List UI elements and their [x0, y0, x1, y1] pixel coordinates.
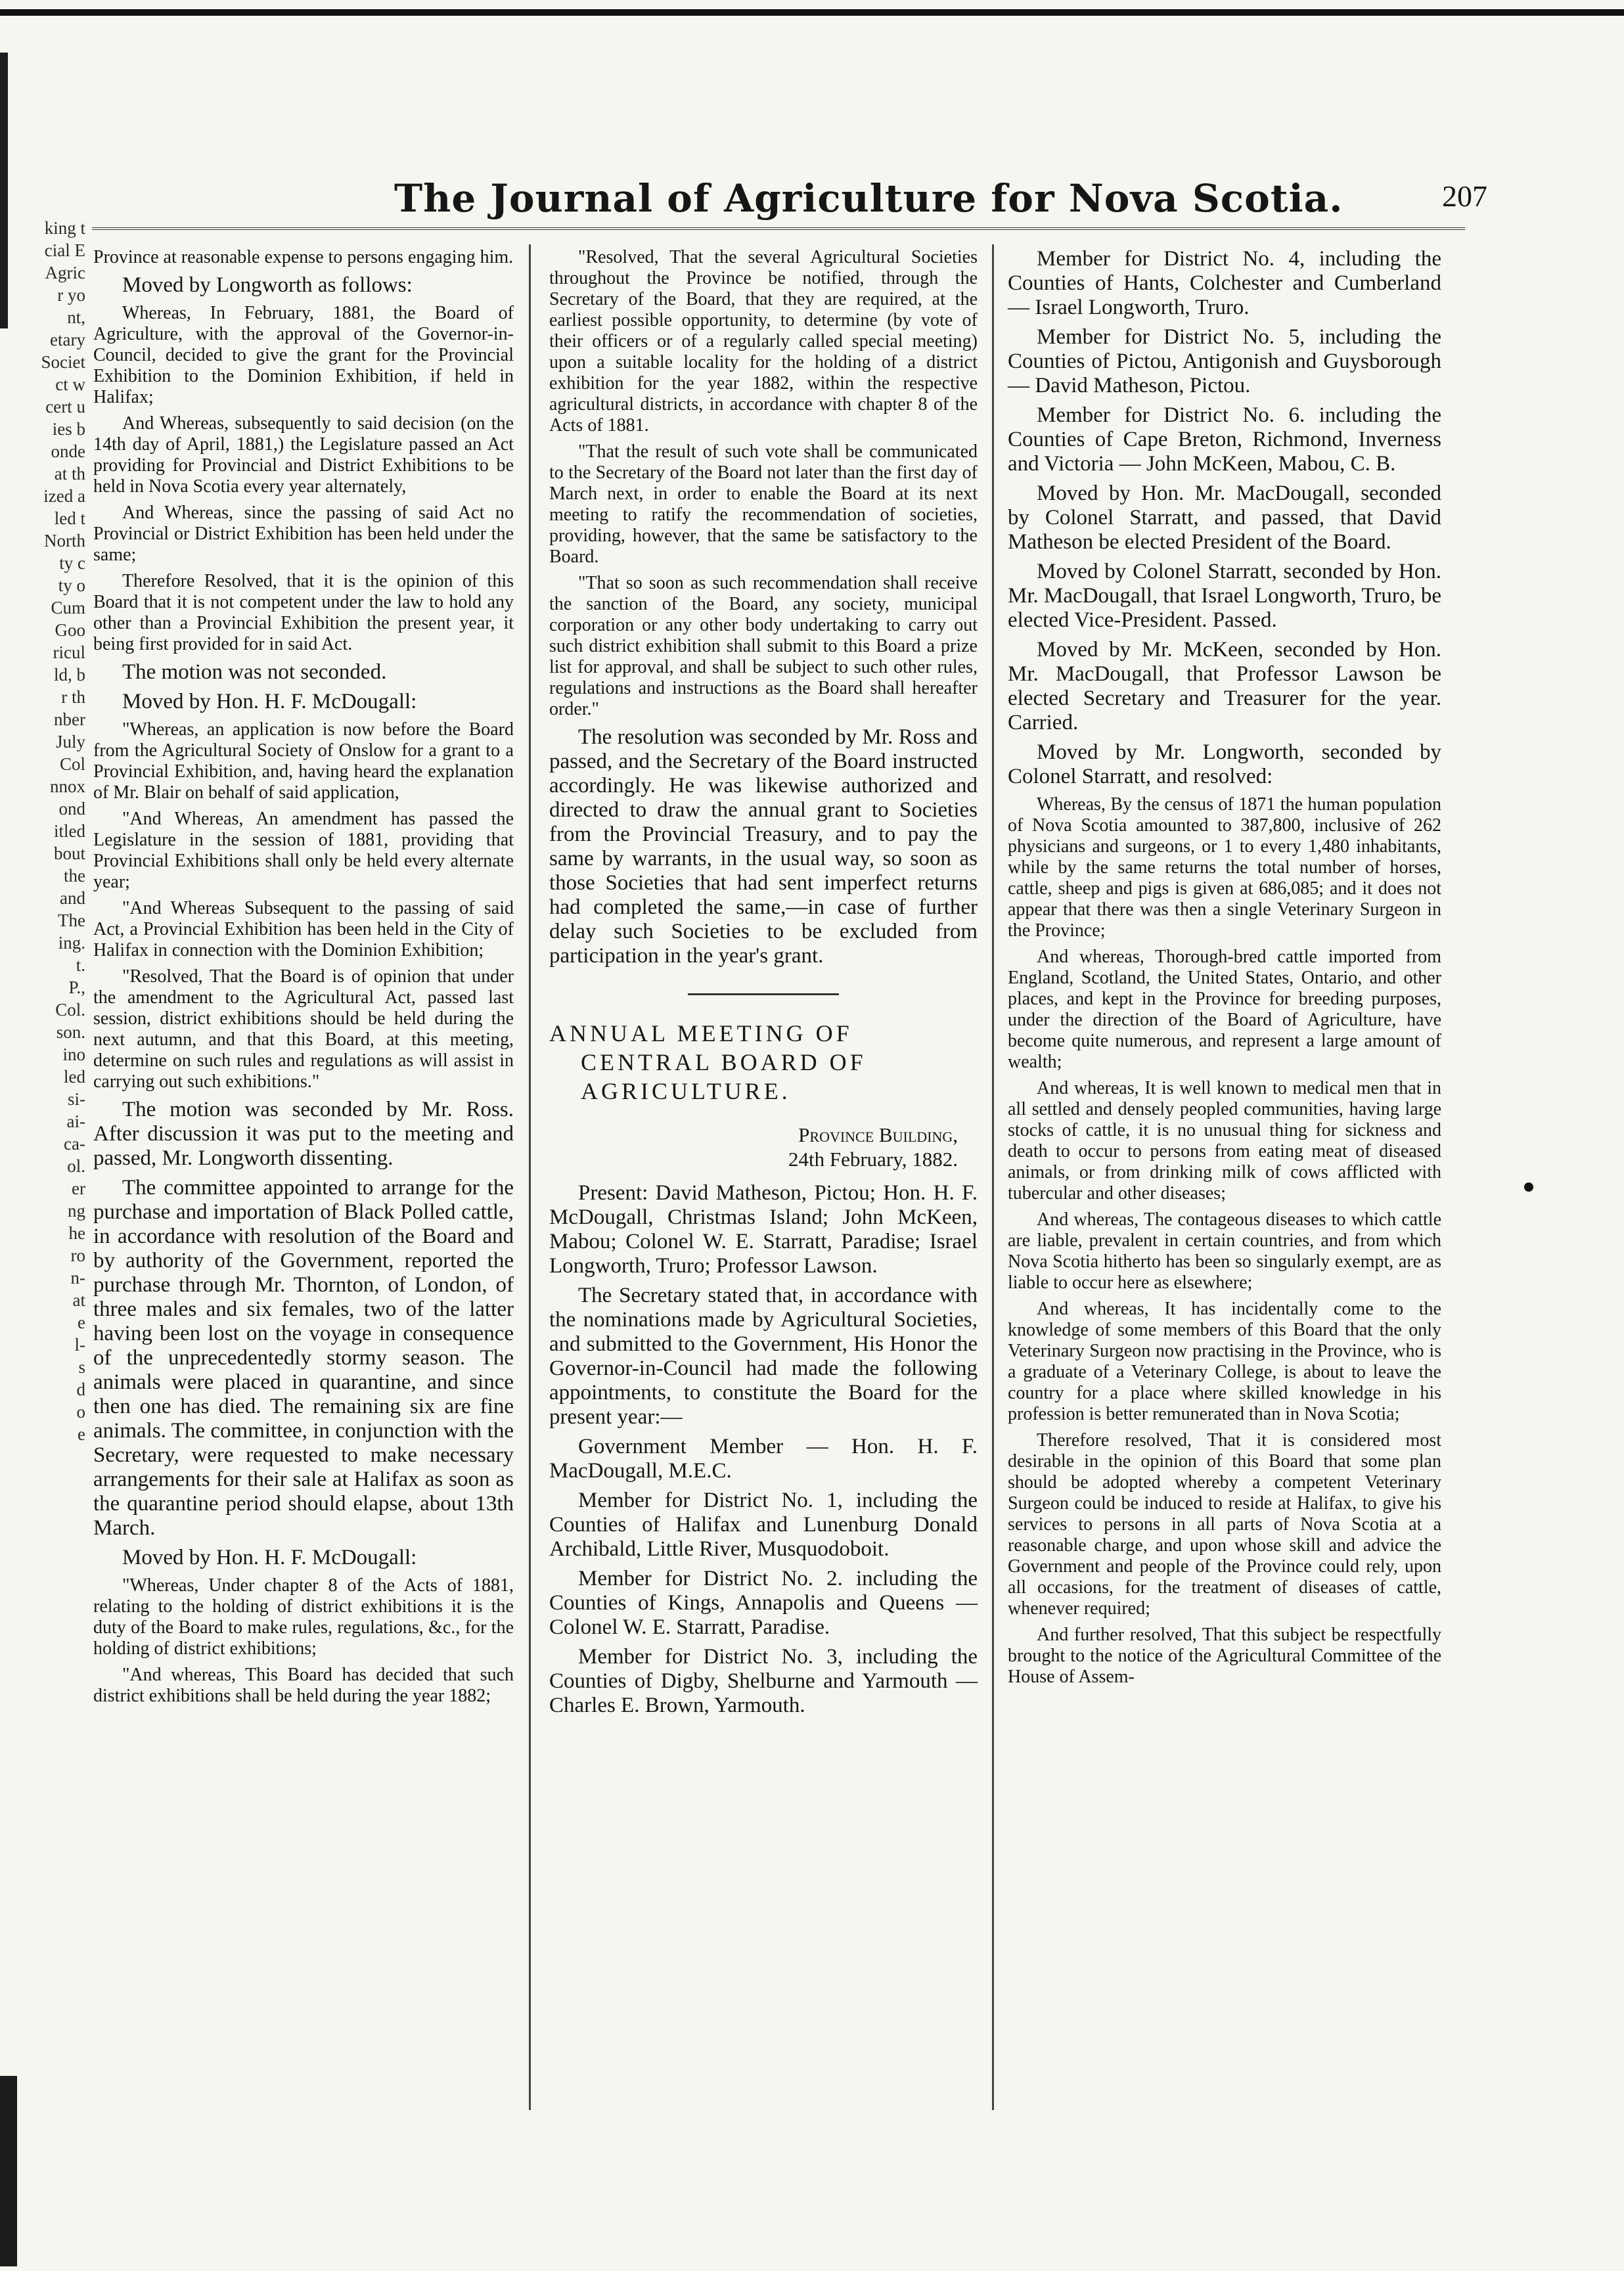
margin-fragment: o	[76, 1402, 85, 1422]
margin-fragment: ty o	[58, 575, 85, 595]
paragraph: And further resolved, That this subject be respectfully brought to the notice of the Agricultural Committee of the House of Assem-	[1008, 1625, 1441, 1687]
top-border-rule	[0, 9, 1624, 16]
margin-fragment: ol.	[67, 1156, 85, 1176]
paragraph: "Whereas, an application is now before the Board from the Agricultural Society of Onslow for a grant to a Provincial Exhibition, and, having heard the explanation of Mr. Blair on behalf of said application,	[93, 719, 514, 803]
ink-speck	[1524, 1182, 1533, 1192]
margin-fragment: P.,	[68, 978, 85, 997]
margin-fragment: r yo	[57, 285, 85, 305]
margin-fragment: ing.	[58, 933, 85, 953]
margin-fragment: Col.	[55, 1000, 85, 1020]
adjacent-page-text-fragments	[0, 217, 85, 1445]
margin-fragment: r th	[61, 687, 85, 707]
margin-fragment: July	[55, 732, 85, 752]
paragraph: Member for District No. 1, including the Counties of Halifax and Lunenburg Donald Archibald, Little River, Musquodoboit.	[549, 1489, 978, 1561]
margin-fragment: the	[64, 866, 85, 886]
margin-fragment: led t	[54, 508, 85, 528]
text-column-2	[549, 247, 978, 1723]
paragraph: "And Whereas Subsequent to the passing of said Act, a Provincial Exhibition has been held in the City of Halifax in connection with the Dominion Exhibition;	[93, 898, 514, 960]
margin-fragment: he	[68, 1223, 85, 1243]
margin-fragment: ld, b	[53, 665, 85, 685]
paragraph: Moved by Hon. H. F. McDougall:	[122, 1546, 417, 1569]
margin-fragment: ct w	[55, 374, 85, 394]
paragraph: Member for District No. 4, including the Counties of Hants, Colchester and Cumberland — Israel Longworth, Truro.	[1008, 247, 1441, 319]
paragraph: Therefore Resolved, that it is the opinion of this Board that it is not competent under the law to hold any other than a Provincial Exhibition the present year, it being first provided for in said Act.	[93, 571, 514, 654]
margin-fragment: king t	[44, 218, 85, 238]
margin-fragment: ca-	[64, 1134, 85, 1154]
margin-fragment: nt,	[67, 307, 85, 327]
text-column-1	[93, 247, 514, 1712]
meeting-date: 24th February, 1882.	[788, 1147, 958, 1171]
margin-fragment: itled	[54, 821, 85, 841]
margin-fragment: ies b	[52, 419, 85, 439]
meeting-place: Province Building,	[798, 1123, 958, 1146]
margin-fragment: at th	[54, 464, 85, 483]
paragraph: Moved by Colonel Starratt, seconded by Hon. Mr. MacDougall, that Israel Longworth, Truro, be elected Vice-President. Passed.	[1008, 560, 1441, 632]
paragraph: The resolution was seconded by Mr. Ross and passed, and the Secretary of the Board instructed accordingly. He was likewise authorized and directed to draw the annual grant to Societies from the Provincial Treasury, and to pay the same by warrants, in the usual way, so soon as those Societies that had sent imperfect returns had completed the same,—in case of further delay such Societies to be excluded from participation in the year's grant.	[549, 725, 978, 968]
margin-fragment: ng	[68, 1201, 85, 1221]
margin-fragment: Col	[59, 754, 85, 774]
margin-fragment: ized a	[43, 486, 85, 506]
margin-fragment: si-	[68, 1089, 85, 1109]
margin-fragment: led	[64, 1067, 85, 1087]
paragraph: Government Member — Hon. H. F. MacDougall, M.E.C.	[549, 1435, 978, 1483]
margin-fragment: onde	[51, 441, 85, 461]
paragraph: Member for District No. 5, including the Counties of Pictou, Antigonish and Guysborough — David Matheson, Pictou.	[1008, 325, 1441, 397]
paragraph: The committee appointed to arrange for the purchase and importation of Black Polled cattle, in accordance with resolution of the Board and by authority of the Government, reported the purchase through Mr. Thornton, of London, of three males and six females, two of the latter having been lost on the voyage in consequence of the unprecedentedly stormy season. The animals were placed in quarantine, and since then one has died. The remaining six are fine animals. The committee, in conjunction with the Secretary, were requested to make necessary arrangements for their sale at Halifax as soon as the quarantine period should elapse, about 13th March.	[93, 1176, 514, 1540]
margin-fragment: ro	[70, 1246, 85, 1265]
paragraph: Moved by Longworth as follows:	[122, 273, 413, 297]
paragraph: Moved by Hon. Mr. MacDougall, seconded by Colonel Starratt, and passed, that David Matheson be elected President of the Board.	[1008, 482, 1441, 554]
margin-fragment: nnox	[50, 776, 85, 796]
paragraph: Member for District No. 3, including the Counties of Digby, Shelburne and Yarmouth — Charles E. Brown, Yarmouth.	[549, 1645, 978, 1717]
margin-fragment: cert u	[45, 397, 85, 416]
margin-fragment: ty c	[59, 553, 85, 573]
paragraph: And whereas, The contageous diseases to which cattle are liable, prevalent in certain countries, and from which Nova Scotia hitherto has been so singularly exempt, are as liable to occur here as elsewhere;	[1008, 1209, 1441, 1293]
paragraph: And whereas, Thorough-bred cattle imported from England, Scotland, the United States, Ontario, and other places, and kept in the Province for breeding purposes, under the direction of the Board of Agriculture, have become quite numerous, and represent a large amount of wealth;	[1008, 947, 1441, 1072]
paragraph: Present: David Matheson, Pictou; Hon. H. F. McDougall, Christmas Island; John McKeen, Mabou; Colonel W. E. Starratt, Paradise; Israel Longworth, Truro; Professor Lawson.	[549, 1181, 978, 1278]
paragraph: Therefore resolved, That it is considered most desirable in the opinion of this Board that some plan should be adopted whereby a competent Veterinary Surgeon could be induced to reside at Halifax, to give his services to persons in all parts of Nova Scotia at a reasonable charge, and upon whose skill and advice the Government and people of the Province could rely, upon all occasions, for the treatment of diseases of cattle, whenever required;	[1008, 1430, 1441, 1619]
paragraph: The motion was not seconded.	[122, 660, 387, 684]
paragraph: Member for District No. 6. including the Counties of Cape Breton, Richmond, Inverness and Victoria — John McKeen, Mabou, C. B.	[1008, 403, 1441, 476]
paragraph: Whereas, In February, 1881, the Board of Agriculture, with the approval of the Governor-in-Council, decided to give the grant for the Provincial Exhibition to the Dominion Exhibition, if held in Halifax;	[93, 303, 514, 407]
paragraph: The motion was seconded by Mr. Ross. After discussion it was put to the meeting and passed, Mr. Longworth dissenting.	[93, 1098, 514, 1170]
column-rule-1	[529, 244, 531, 2110]
paragraph: "Resolved, That the Board is of opinion that under the amendment to the Agricultural Act, passed last session, district exhibitions should be held during the next autumn, and that this Board, at this meeting, determine on such rules and regulations as will assist in carrying out such exhibitions."	[93, 966, 514, 1092]
paragraph: And whereas, It is well known to medical men that in all settled and densely peopled communities, having large stocks of cattle, it is no unusual thing for sickness and death to occur to persons from eating meat of diseased animals, or from drinking milk of cows afflicted with tubercular and other diseases;	[1008, 1078, 1441, 1203]
paragraph: "And whereas, This Board has decided that such district exhibitions shall be held during the year 1882;	[93, 1665, 514, 1706]
margin-fragment: ond	[58, 799, 85, 819]
paragraph: Whereas, By the census of 1871 the human population of Nova Scotia amounted to 387,800, inclusive of 262 physicians and surgeons, or 1 to every 1,480 inhabitants, while by the same returns the total number of horses, cattle, sheep and pigs is given at 686,085; and it does not appear that there was then a single Veterinary Surgeon in the Province;	[1008, 794, 1441, 941]
paragraph: "That the result of such vote shall be communicated to the Secretary of the Board not later than the first day of March next, in order to enable the Board at its next meeting to ratify the recommendation of societies, providing, however, that the same be satisfactory to the Board.	[549, 441, 978, 567]
running-head-title: The Journal of Agriculture for Nova Scotia.	[394, 176, 1343, 221]
margin-fragment: cial E	[44, 240, 85, 260]
text-column-3	[1008, 247, 1441, 1693]
paragraph: "And Whereas, An amendment has passed the Legislature in the session of 1881, providing that Provincial Exhibitions shall only be held every alternate year;	[93, 809, 514, 892]
margin-fragment: Agric	[45, 263, 85, 282]
margin-fragment: ricul	[53, 642, 85, 662]
margin-fragment: The	[58, 911, 85, 930]
page-number: 207	[1442, 179, 1487, 213]
margin-fragment: bout	[53, 843, 85, 863]
paragraph: "Whereas, Under chapter 8 of the Acts of 1881, relating to the holding of district exhibitions it is the duty of the Board to make rules, regulations, &c., for the holding of district exhibitions;	[93, 1575, 514, 1659]
paragraph: The Secretary stated that, in accordance with the nominations made by Agricultural Societies, and submitted to the Government, His Honor the Governor-in-Council had made the following appointments, to constitute the Board for the present year:—	[549, 1284, 978, 1429]
margin-fragment: e	[78, 1424, 85, 1444]
margin-fragment: e	[78, 1313, 85, 1332]
adjacent-page-edge	[0, 0, 87, 2271]
paragraph: Moved by Mr. McKeen, seconded by Hon. Mr. MacDougall, that Professor Lawson be elected Secretary and Treasurer for the year. Carried.	[1008, 638, 1441, 734]
margin-fragment: ino	[62, 1045, 85, 1064]
margin-fragment: son.	[56, 1022, 85, 1042]
paragraph: And whereas, It has incidentally come to the knowledge of some members of this Board that the only Veterinary Surgeon now practising in the Province, who is a graduate of a Veterinary College, is about to leave the country for a place where skilled knowledge in his profession is better remunerated than in Nova Scotia;	[1008, 1299, 1441, 1424]
margin-fragment: ai-	[66, 1112, 85, 1131]
paragraph: And Whereas, subsequently to said decision (on the 14th day of April, 1881,) the Legislature passed an Act providing for Provincial and District Exhibitions to be held in Nova Scotia every year alternately,	[93, 413, 514, 497]
section-separator	[688, 993, 839, 995]
margin-fragment: l-	[74, 1335, 85, 1355]
paragraph: Moved by Mr. Longworth, seconded by Colonel Starratt, and resolved:	[1008, 740, 1441, 788]
paragraph: "That so soon as such recommendation shall receive the sanction of the Board, any society, municipal corporation or any other body undertaking to carry out such district exhibition shall submit to this Board a prize list for approval, and shall be subject to such other rules, regulations and instructions as the Board shall hereafter order."	[549, 573, 978, 719]
paragraph: "Resolved, That the several Agricultural Societies throughout the Province be notified, through the Secretary of the Board, that they are required, at the earliest possible opportunity, to determine (by vote of their officers or of a regularly called special meeting) upon a suitable locality for the holding of a district exhibition for the year 1882, within the respective agricultural districts, in accordance with chapter 8 of the Acts of 1881.	[549, 247, 978, 436]
paragraph: Province at reasonable expense to persons engaging him.	[93, 247, 514, 267]
resolution-text	[549, 247, 978, 968]
margin-fragment: n-	[70, 1268, 85, 1288]
margin-fragment: s	[78, 1357, 85, 1377]
margin-fragment: nber	[54, 709, 85, 729]
margin-fragment: at	[72, 1290, 85, 1310]
paragraph: Moved by Hon. H. F. McDougall:	[122, 690, 417, 713]
margin-fragment: t.	[76, 955, 85, 975]
paragraph: Member for District No. 2. including the Counties of Kings, Annapolis and Queens — Colonel W. E. Starratt, Paradise.	[549, 1567, 978, 1639]
margin-fragment: Societ	[41, 352, 85, 372]
margin-fragment: and	[60, 888, 85, 908]
margin-fragment: er	[72, 1179, 85, 1198]
meeting-minutes	[549, 1181, 978, 1718]
margin-fragment: etary	[50, 330, 85, 349]
margin-fragment: Goo	[55, 620, 85, 640]
margin-fragment: Cum	[51, 598, 85, 618]
column-rule-2	[992, 244, 994, 2110]
header-rule	[92, 227, 1465, 234]
article-heading: ANNUAL MEETING OF CENTRAL BOARD OF AGRICULTURE.	[549, 1020, 867, 1104]
paragraph: And Whereas, since the passing of said Act no Provincial or District Exhibition has been held under the same;	[93, 503, 514, 565]
margin-fragment: North	[44, 531, 85, 551]
margin-fragment: d	[76, 1380, 85, 1399]
